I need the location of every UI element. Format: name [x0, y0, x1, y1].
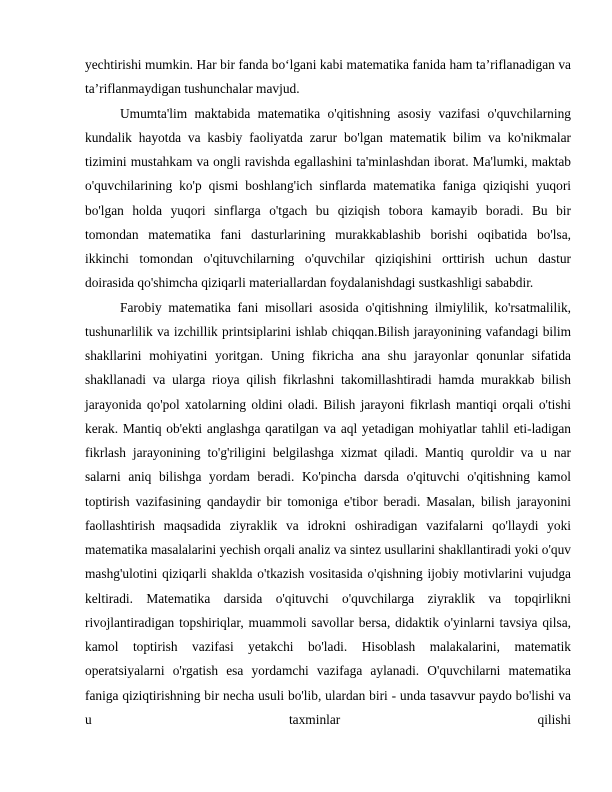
- document-page: [85, 53, 571, 732]
- paragraph-continuation: yechtirishi mumkin. Har bir fanda bo‘lgani kabi matematika fanida ham ta’riflanadigan va ta’riflanmaydigan tushunchalar mavjud.: [85, 57, 571, 97]
- paragraph-school-math-tasks: Umumta'lim maktabida matematika o'qitishning asosiy vazifasi o'quvchilarning kundalik hayotda va kasbiy faoliyatda zarur bo'lgan matematik bilim va ko'nikmalar tizimini mustahkam va ongli ravishda egallashini ta'minlashdan iborat. Ma'lumki, maktab o'quvchilarining ko'p qismi boshlang'ich sinflarda matematika faniga qiziqishi yuqori bo'lgan holda yuqori sinflarga o'tgach bu qiziqish tobora kamayib boradi. Bu bir tomondan matematika fani dasturlarining murakkablashib borishi oqibatida bo'lsa, ikkinchi tomondan o'qituvchilarning o'quvchilar qiziqishini orttirish uchun dastur doirasida qo'shimcha qiziqarli materiallardan foydalanishdagi sustkashligi sababdir.: [85, 105, 571, 291]
- paragraph-farabi-principles: Farobiy matematika fani misollari asosida o'qitishning ilmiylilik, ko'rsatmalilik, tushunarlilik va izchillik printsiplarini ishlab chiqqan.Bilish jarayonining vafandagi bilim shakllarini mohiyatini yoritgan. Uning fikricha ana shu jarayonlar qonunlar sifatida shakllanadi va ularga rioya qilish fikrlashni takomillashtiradi hamda murakkab bilish jarayonida qo'pol xatolarning oldini oladi. Bilish jarayoni fikrlash mantiqi orqali o'tishi kerak. Mantiq ob'ekti anglashga qaratilgan va aql yetadigan mohiyatlar tahlil eti-ladigan fikrlash jarayonining to'g'riligini belgilashga xizmat qiladi. Mantiq quroldir va u nar salarni aniq bilishga yordam beradi. Ko'pincha darsda o'qituvchi o'qitishning kamol toptirish vazifasining qandaydir bir tomoniga e'tibor beradi. Masalan, bilish jarayonini faollashtirish maqsadida ziyraklik va idrokni oshiradigan vazifalarni qo'llaydi yoki matematika masalalarini yechish orqali analiz va sintez usullarini shakllantiradi yoki o'quv mashg'ulotini qiziqarli shaklda o'tkazish vositasida o'qishning ijobiy motivlarini vujudga keltiradi. Matematika darsida o'qituvchi o'quvchilarga ziyraklik va topqirlikni rivojlantiradigan topshiriqlar, muammoli savollar bersa, didaktik o'yinlarni tavsiya qilsa, kamol toptirish vazifasi yetakchi bo'ladi. Hisoblash malakalarini, matematik operatsiyalarni o'rgatish esa yordamchi vazifaga aylanadi. O'quvchilarni matematika faniga qiziqtirishning bir necha usuli bo'lib, ulardan biri - unda tasavvur paydo bo'lishi va u taxminlar qilishi: [85, 299, 571, 727]
